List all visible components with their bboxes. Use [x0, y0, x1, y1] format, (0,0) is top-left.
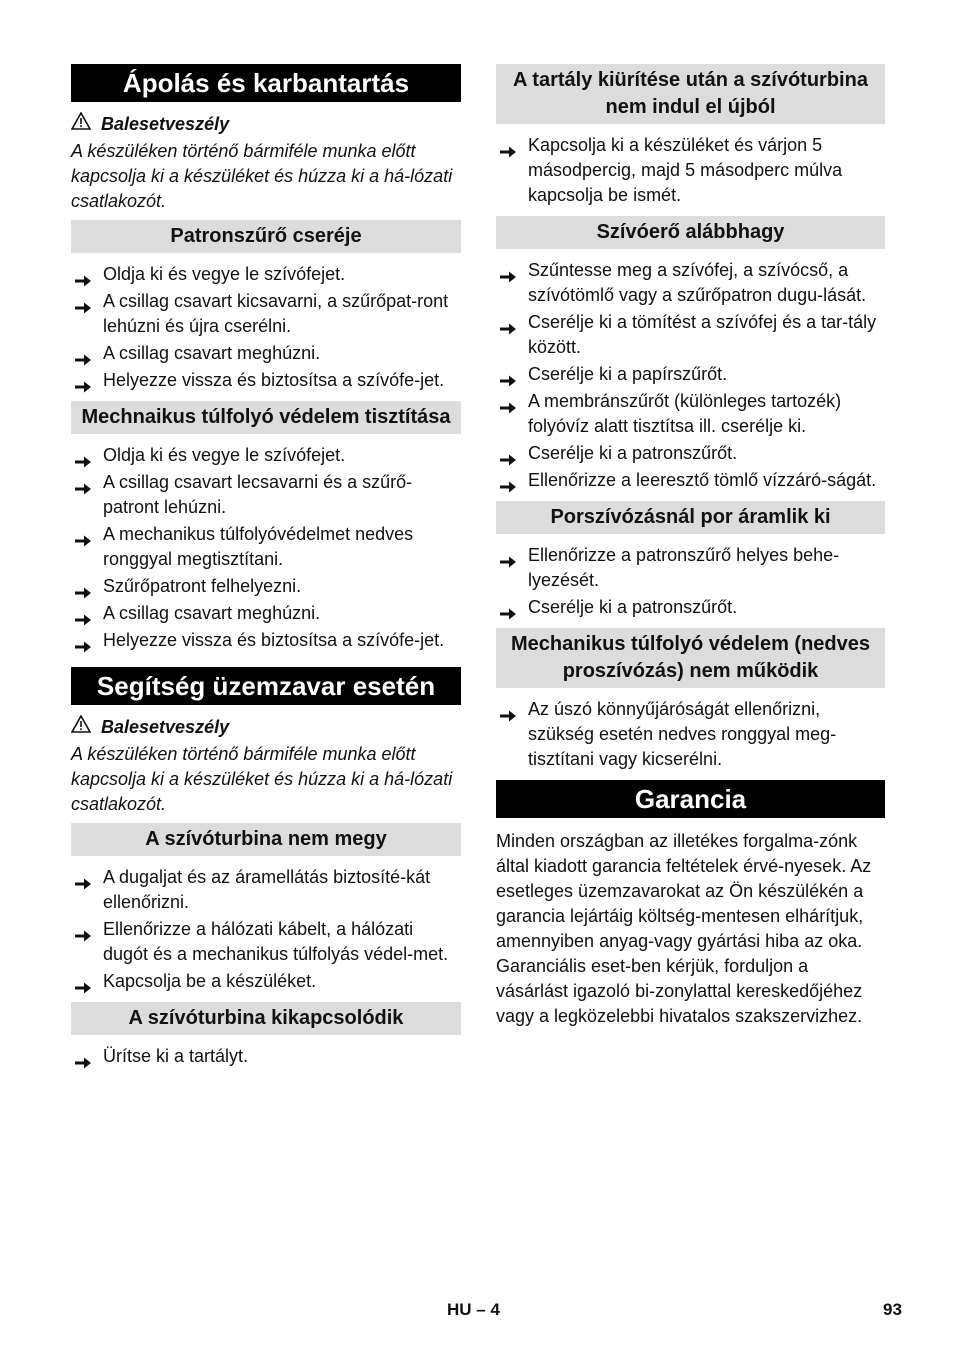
steps-list: [496, 543, 885, 620]
warning-label: Balesetveszély: [101, 114, 230, 134]
list-item-text: Cserélje ki a patronszűrőt.: [528, 443, 738, 463]
arrow-right-icon: [500, 265, 516, 277]
list-item-text: Szűntesse meg a szívófej, a szívócső, a szívótömlő vagy a szűrőpatron dugu-lását.: [528, 260, 867, 305]
arrow-right-icon: [75, 581, 91, 593]
warning-label: Balesetveszély: [101, 717, 230, 737]
section-title-troubleshooting: Segítség üzemzavar esetén: [71, 667, 461, 705]
subsection-title-turbine-not-restarting: A tartály kiürítése után a szívóturbina nem indul el újból: [496, 64, 885, 124]
steps-list: [496, 697, 885, 772]
list-item: [71, 470, 461, 520]
footer-page-number: 93: [883, 1300, 902, 1319]
list-item: [71, 865, 461, 915]
steps-list: [71, 262, 461, 393]
arrow-right-icon: [500, 602, 516, 614]
arrow-right-icon: [500, 396, 516, 408]
arrow-right-icon: [75, 1051, 91, 1063]
arrow-right-icon: [75, 348, 91, 360]
arrow-right-icon: [75, 477, 91, 489]
list-item-text: A csillag csavart kicsavarni, a szűrőpat-ront lehúzni és újra cserélni.: [103, 291, 449, 336]
list-item: [496, 133, 885, 208]
arrow-right-icon: [500, 140, 516, 152]
arrow-right-icon: [75, 529, 91, 541]
list-item-text: Szűrőpatront felhelyezni.: [103, 576, 302, 596]
arrow-right-icon: [75, 635, 91, 647]
arrow-right-icon: [75, 872, 91, 884]
subsection-title-suction-weakens: Szívóerő alábbhagy: [496, 216, 885, 249]
list-item: [496, 441, 885, 466]
arrow-right-icon: [500, 550, 516, 562]
arrow-right-icon: [75, 269, 91, 281]
warning-triangle-icon: [71, 112, 93, 137]
list-item: [496, 258, 885, 308]
list-item: [71, 522, 461, 572]
list-item-text: Az úszó könnyűjáróságát ellenőrizni, szükség esetén nedves ronggyal meg-tisztítani vagy kicserélni.: [528, 699, 837, 769]
warning-triangle-icon: [71, 715, 93, 740]
subsection-title-dust-escapes: Porszívózásnál por áramlik ki: [496, 501, 885, 534]
list-item: [71, 917, 461, 967]
list-item-text: A csillag csavart meghúzni.: [103, 343, 321, 363]
list-item: [71, 1044, 461, 1069]
steps-list: [496, 133, 885, 208]
warning-text: A készüléken történő bármiféle munka előtt kapcsolja ki a készüléket és húzza ki a há-lózati csatlakozót.: [71, 141, 453, 211]
arrow-right-icon: [500, 704, 516, 716]
list-item-text: A csillag csavart meghúzni.: [103, 603, 321, 623]
list-item-text: Cserélje ki a papírszűrőt.: [528, 364, 728, 384]
arrow-right-icon: [75, 976, 91, 988]
list-item: [496, 310, 885, 360]
arrow-right-icon: [500, 448, 516, 460]
list-item: [71, 341, 461, 366]
arrow-right-icon: [500, 317, 516, 329]
subsection-title-filter-change: Patronszűrő cseréje: [71, 220, 461, 253]
list-item: [71, 443, 461, 468]
list-item-text: Ürítse ki a tartályt.: [103, 1046, 249, 1066]
arrow-right-icon: [75, 375, 91, 387]
list-item-text: Helyezze vissza és biztosítsa a szívófe-jet.: [103, 370, 445, 390]
list-item-text: A csillag csavart lecsavarni és a szűrő-patront lehúzni.: [103, 472, 413, 517]
subsection-title-overflow-not-working: Mechanikus túlfolyó védelem (nedves proszívózás) nem működik: [496, 628, 885, 688]
steps-list: [71, 865, 461, 994]
list-item: [71, 628, 461, 653]
list-item: [71, 969, 461, 994]
arrow-right-icon: [75, 450, 91, 462]
list-item-text: Kapcsolja be a készüléket.: [103, 971, 317, 991]
list-item: [496, 595, 885, 620]
list-item-text: A mechanikus túlfolyóvédelmet nedves ronggyal megtisztítani.: [103, 524, 414, 569]
left-column: [71, 64, 461, 1077]
list-item: [71, 289, 461, 339]
list-item-text: Ellenőrizze a leeresztő tömlő vízzáró-ságát.: [528, 470, 877, 490]
subsection-title-overflow-cleaning: Mechnaikus túlfolyó védelem tisztítása: [71, 401, 461, 434]
list-item: [496, 543, 885, 593]
steps-list: [71, 1044, 461, 1069]
arrow-right-icon: [75, 924, 91, 936]
arrow-right-icon: [75, 296, 91, 308]
list-item-text: Ellenőrizze a patronszűrő helyes behe-lyezését.: [528, 545, 840, 590]
warning-heading: [71, 715, 461, 740]
subsection-title-turbine-not-running: A szívóturbina nem megy: [71, 823, 461, 856]
subsection-title-turbine-switches-off: A szívóturbina kikapcsolódik: [71, 1002, 461, 1035]
steps-list: [496, 258, 885, 493]
section-title-guarantee: Garancia: [496, 780, 885, 818]
guarantee-paragraph: Minden országban az illetékes forgalma-zónk által kiadott garancia feltételek érvé-nyesek. Az esetleges üzemzavarokat az Ön készülékén a garancia lejártáig költség-mentesen elhárítjuk, amennyiben anyag-vagy gyártási hiba az oka. Garanciális eset-ben kérjük, forduljon a vásárlást igazoló bi-zonylattal kereskedőjéhez vagy a legközelebbi hivatalos szakszervizhez.: [496, 831, 872, 1026]
list-item-text: Oldja ki és vegye le szívófejet.: [103, 445, 346, 465]
list-item: [71, 574, 461, 599]
list-item-text: A dugaljat és az áramellátás biztosíté-kát ellenőrizni.: [103, 867, 431, 912]
warning-heading: [71, 112, 461, 137]
list-item-text: A membránszűrőt (különleges tartozék) folyóvíz alatt tisztítsa ill. cserélje ki.: [528, 391, 842, 436]
list-item-text: Ellenőrizze a hálózati kábelt, a hálózati dugót és a mechanikus túlfolyás védel-met.: [103, 919, 449, 964]
list-item: [496, 468, 885, 493]
footer-language-code: HU – 4: [447, 1300, 500, 1319]
list-item-text: Helyezze vissza és biztosítsa a szívófe-jet.: [103, 630, 445, 650]
list-item-text: Cserélje ki a tömítést a szívófej és a tar-tály között.: [528, 312, 877, 357]
list-item: [71, 368, 461, 393]
section-title-care-maintenance: Ápolás és karbantartás: [71, 64, 461, 102]
list-item: [71, 262, 461, 287]
list-item-text: Oldja ki és vegye le szívófejet.: [103, 264, 346, 284]
steps-list: [71, 443, 461, 653]
arrow-right-icon: [500, 475, 516, 487]
list-item: [496, 697, 885, 772]
right-column: [496, 64, 885, 1029]
list-item-text: Cserélje ki a patronszűrőt.: [528, 597, 738, 617]
list-item: [496, 362, 885, 387]
arrow-right-icon: [500, 369, 516, 381]
list-item-text: Kapcsolja ki a készüléket és várjon 5 másodpercig, majd 5 másodperc múlva kapcsolja be ismét.: [528, 135, 843, 205]
list-item: [71, 601, 461, 626]
list-item: [496, 389, 885, 439]
arrow-right-icon: [75, 608, 91, 620]
warning-text: A készüléken történő bármiféle munka előtt kapcsolja ki a készüléket és húzza ki a há-lózati csatlakozót.: [71, 744, 453, 814]
